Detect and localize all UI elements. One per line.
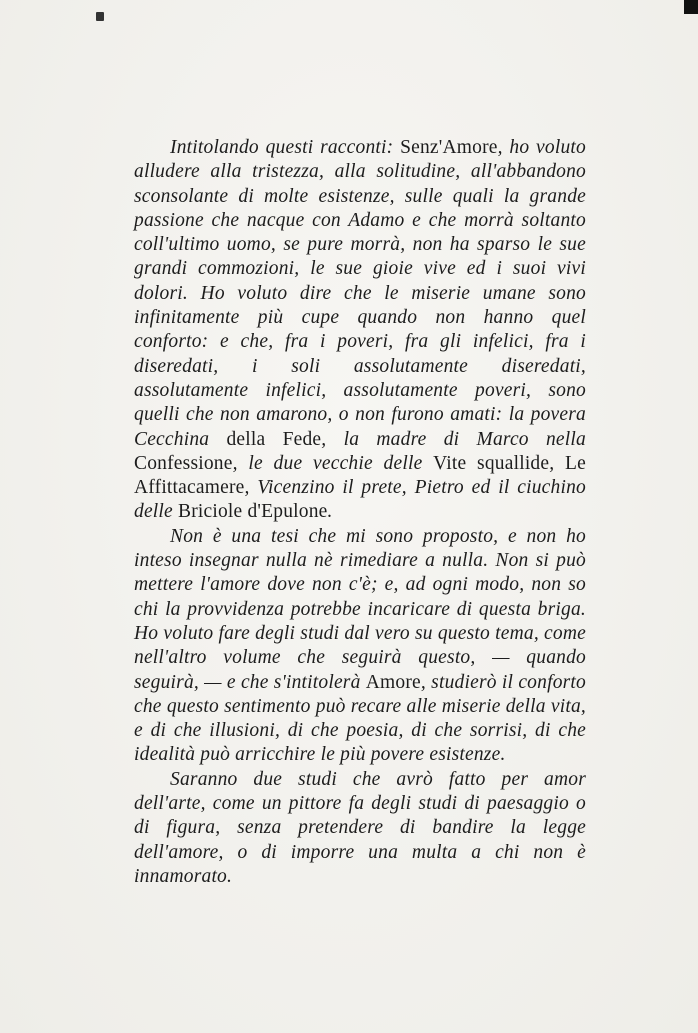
paragraph-1	[134, 136, 586, 525]
ink-blot	[96, 12, 104, 21]
p1-seg-4: , la madre di Marco nella	[321, 428, 586, 450]
preface-text	[134, 136, 586, 889]
p1-seg-7: Vite squallide	[433, 452, 550, 474]
p2-seg-0: Non è una tesi che mi sono proposto, e non ho inteso insegnar nulla nè rimediare a nulla. Non si può mettere l'amore dove non c'è; e, ad ogni modo, non so chi la provvidenza potrebbe incaricare di questa briga. Ho voluto fare degli studi dal vero su questo tema, come nell'altro volume che seguirà questo, — quando seguirà, — e che s'intitolerà	[134, 525, 586, 693]
p2-seg-1: Amore	[365, 671, 421, 693]
p2-seg-2: , studierò il conforto che questo sentimento può recare alle miserie della vita, e di che illusioni, di che poesia, di che sorrisi, di che idealità può arricchire le più povere esistenze.	[134, 671, 586, 766]
p1-seg-12: .	[327, 501, 333, 523]
scan-edge-mark	[684, 0, 698, 14]
p1-seg-0: Intitolando questi racconti:	[170, 137, 401, 158]
p1-seg-6: , le due vecchie delle	[232, 452, 434, 474]
paragraph-3	[134, 768, 586, 889]
p1-seg-10: , Vicenzino il prete, Pietro ed il ciuchino delle	[134, 477, 586, 523]
p3-seg-0: Saranno due studi che avrò fatto per amor dell'arte, come un pittore fa degli studi di paesaggio o di figura, senza pretendere di bandire la legge dell'amore, o di imporre una multa a chi non è innamorato.	[134, 768, 586, 887]
paragraph-2	[134, 525, 586, 768]
p1-seg-1: Senz'Amore	[400, 137, 498, 158]
p1-seg-9: Le Affittacamere	[134, 452, 586, 499]
p1-seg-8: ,	[549, 452, 566, 474]
p1-seg-3: della Fede	[226, 428, 322, 450]
p1-seg-11: Briciole d'Epulone	[177, 501, 328, 523]
p1-seg-2: , ho voluto alludere alla tristezza, alla solitudine, all'abbandono sconsolante di molte esistenze, sulle quali la grande passione che nacque con Adamo e che morrà soltanto coll'ultimo uomo, se pure morrà, non ha sparso le sue grandi commozioni, le sue gioie vive ed i suoi vivi dolori. Ho voluto dire che le miserie umane sono infinitamente più cupe quando non hanno quel conforto: e che, fra i poveri, fra gli infelici, fra i diseredati, i soli assolutamente diseredati, assolutamente infelici, assolutamente poveri, sono quelli che non amarono, o non furono amati: la povera Cecchina	[134, 137, 586, 450]
p1-seg-5: Confessione	[134, 452, 233, 474]
